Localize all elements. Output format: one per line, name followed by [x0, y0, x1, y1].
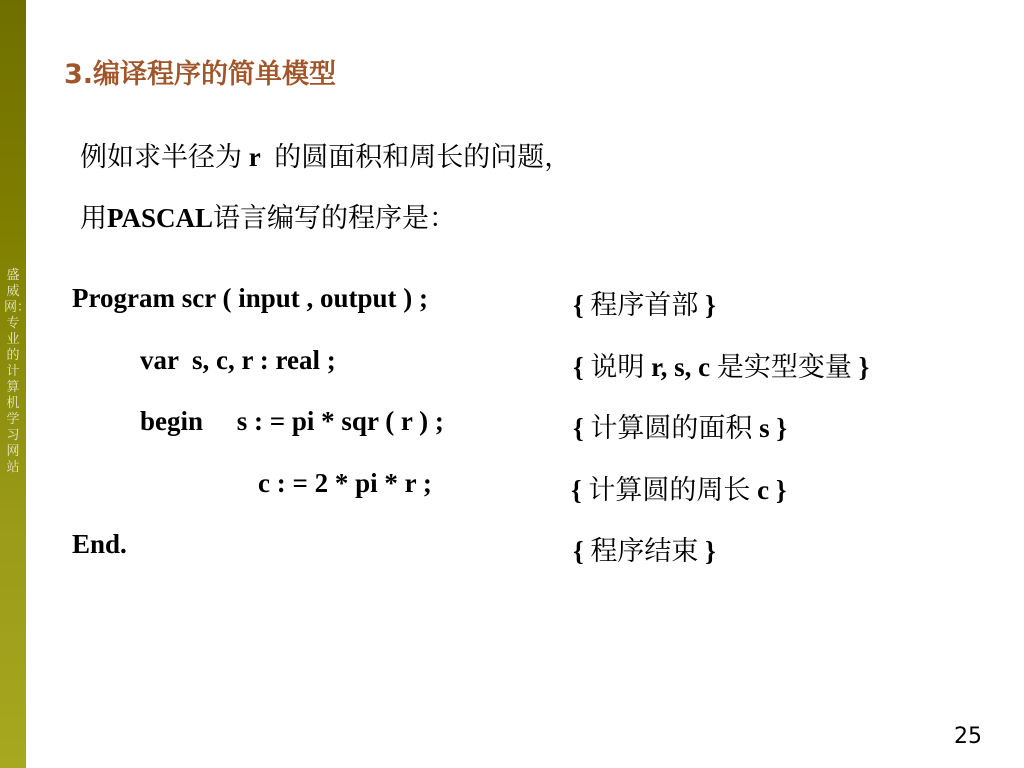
- comment-open: {: [573, 290, 591, 320]
- comment-vars: s: [752, 413, 770, 443]
- code-line-var: var s, c, r : real ;: [140, 345, 336, 375]
- intro-lang: PASCAL: [107, 203, 214, 233]
- code-line-begin: begin s : = pi * sqr ( r ) ;: [140, 406, 444, 436]
- comment-vars: r, s, c: [644, 352, 717, 382]
- comment-close: }: [698, 536, 716, 566]
- comment-open: {: [573, 536, 591, 566]
- page-number: 25: [954, 724, 982, 749]
- intro-line-2: [80, 196, 456, 235]
- comment-open: {: [573, 413, 591, 443]
- sidebar-watermark: 盛威网：专业的计算机学习网站: [4, 268, 31, 475]
- comment-text: 说明: [590, 352, 645, 382]
- comment-circumference: [571, 468, 787, 507]
- comment-area: [573, 406, 787, 445]
- comment-close: }: [769, 475, 787, 505]
- comment-vars: c: [750, 475, 770, 505]
- comment-program-header: [573, 283, 716, 322]
- code-line-end: End.: [72, 529, 127, 559]
- side-bar: [0, 0, 31, 768]
- comment-open: {: [573, 352, 591, 382]
- comment-text: 程序结束: [590, 536, 699, 566]
- comment-text: 程序首部: [590, 290, 699, 320]
- intro-line-1-suffix: 的圆面积和周长的问题，: [274, 142, 572, 172]
- intro-var-r: r: [248, 142, 261, 172]
- comment-tail: 是实型变量: [716, 352, 852, 382]
- intro-line-2-suffix: 语言编写的程序是：: [213, 203, 457, 233]
- intro-line-1-prefix: 例如求半径为: [80, 142, 242, 172]
- comment-close: }: [851, 352, 870, 382]
- code-line-circumference: c : = 2 * pi * r ;: [258, 468, 432, 498]
- comment-text: 计算圆的周长: [588, 475, 751, 505]
- intro-line-1: [80, 135, 571, 174]
- comment-close: }: [698, 290, 716, 320]
- comment-open: {: [571, 475, 589, 505]
- code-line-program: Program scr ( input , output ) ;: [72, 283, 428, 313]
- slide-title: 3.编译程序的简单模型: [64, 59, 337, 90]
- intro-line-2-prefix: 用: [80, 203, 107, 233]
- comment-close: }: [769, 413, 788, 443]
- comment-end: [573, 529, 716, 568]
- comment-var-declaration: [573, 345, 869, 384]
- comment-text: 计算圆的面积: [590, 413, 753, 443]
